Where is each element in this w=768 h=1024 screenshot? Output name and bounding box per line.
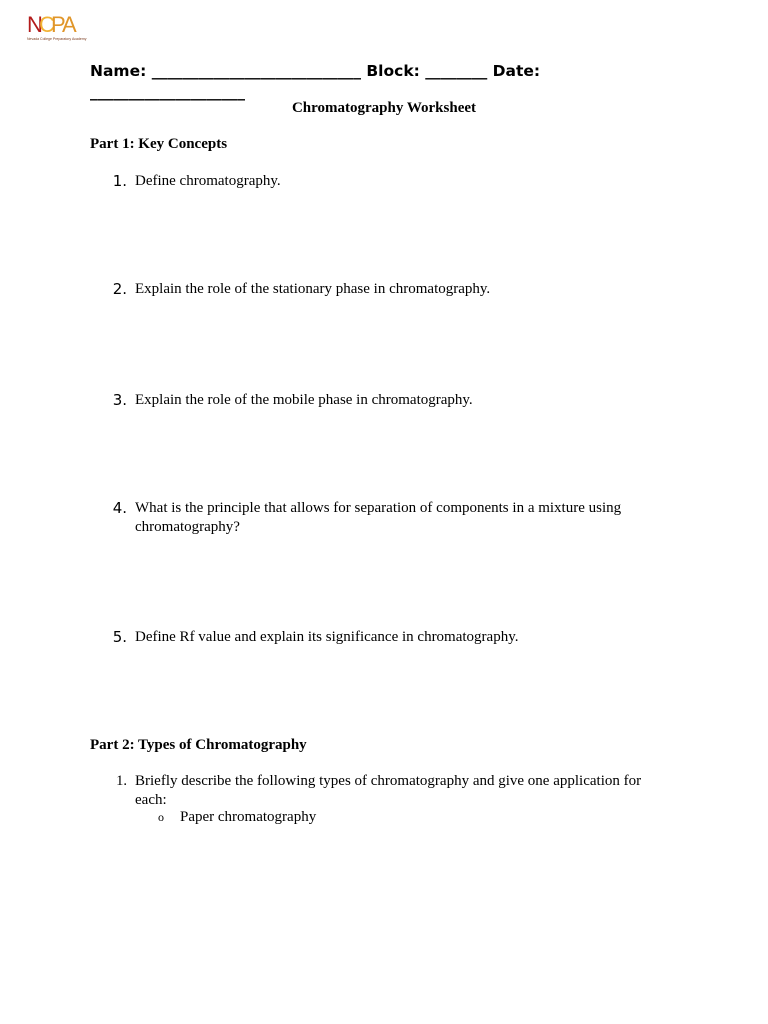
- question-number: 1.: [116, 773, 127, 789]
- part1-question-3: [90, 391, 650, 410]
- subitem-text: Paper chromatography: [180, 809, 317, 825]
- part1-question-1: [90, 172, 650, 191]
- part1-question-2: [90, 280, 650, 299]
- logo-tagline: Nevada College Preparatory Academy: [27, 37, 87, 41]
- block-blank[interactable]: ________: [425, 62, 488, 80]
- part2-question-1: [90, 772, 650, 810]
- part2-heading: Part 2: Types of Chromatography: [90, 737, 307, 753]
- question-number: 2.: [112, 280, 127, 298]
- question-number: 1.: [112, 172, 127, 190]
- question-number: 3.: [112, 391, 127, 409]
- question-text: Define chromatography.: [135, 173, 281, 189]
- worksheet-title: Chromatography Worksheet: [291, 100, 477, 116]
- date-blank[interactable]: ____________________: [90, 83, 245, 101]
- logo-letter-c: C: [39, 12, 53, 37]
- question-text: Explain the role of the mobile phase in chromatography.: [135, 392, 473, 408]
- part2-subitem-paper: [158, 808, 316, 827]
- question-number: 4.: [112, 499, 127, 517]
- question-text: Briefly describe the following types of chromatography and give one application for each:: [135, 773, 642, 808]
- question-number: 5.: [112, 628, 127, 646]
- logo-wordmark: [27, 14, 73, 36]
- ncpa-logo: [27, 12, 87, 42]
- name-label: Name:: [90, 62, 147, 80]
- part1-question-4: [90, 499, 650, 537]
- question-text: Explain the role of the stationary phase in chromatography.: [135, 281, 491, 297]
- name-blank[interactable]: ___________________________: [151, 62, 361, 80]
- block-label: Block:: [366, 62, 420, 80]
- student-info-line: [90, 61, 630, 103]
- question-text: Define Rf value and explain its significance in chromatography.: [135, 629, 519, 645]
- bullet-marker: o: [158, 810, 164, 824]
- question-text: What is the principle that allows for separation of components in a mixture using chromatography?: [135, 500, 622, 535]
- logo-letters-pa: PA: [51, 12, 75, 37]
- logo-letter-n: N: [27, 12, 41, 37]
- date-label: Date:: [492, 62, 541, 80]
- part1-heading: Part 1: Key Concepts: [90, 136, 228, 152]
- part1-question-5: [90, 628, 650, 647]
